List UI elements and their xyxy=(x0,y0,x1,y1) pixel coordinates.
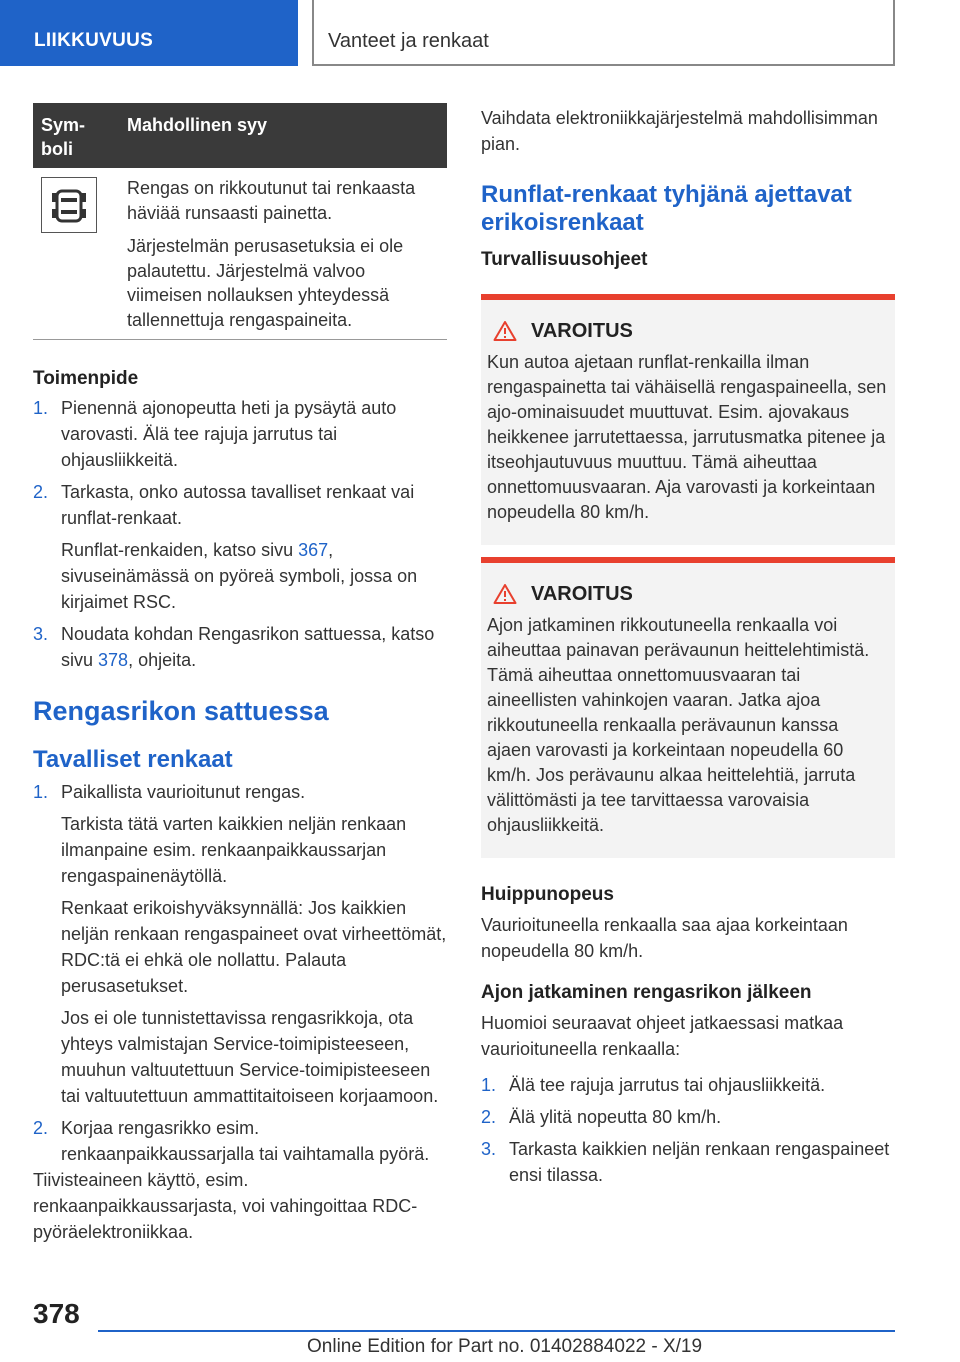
step-text-2b: , sivuseinämässä on pyöreä symboli, jossa on kirjaimet RSC. xyxy=(61,540,418,612)
table-row xyxy=(33,168,447,340)
list-item xyxy=(33,1115,447,1167)
step-number: 2. xyxy=(481,1107,497,1127)
rengasrikko-title: Rengasrikon sattuessa xyxy=(33,696,329,726)
step-number: 2. xyxy=(33,482,49,502)
step-text: Korjaa rengasrikko esim. renkaanpaikkaussarjalla tai vaihtamalla pyörä. xyxy=(61,1118,430,1164)
warning-title xyxy=(487,318,887,344)
cause-text xyxy=(127,176,443,341)
step-number: 1. xyxy=(33,398,49,418)
step-text-2a: Runflat-renkaiden, katso sivu xyxy=(61,540,299,560)
step-number: 1. xyxy=(481,1075,497,1095)
page-number: 378 xyxy=(33,1298,80,1329)
step-para-4: Jos ei ole tunnistettavissa rengasrikkoja, ota yhteys valmistajan Service-toimipisteeseen, muuhun valtuutettuun Service-toimipisteeseen tai valtuutettuun ammattitaitoiseen korjaamoon. xyxy=(61,1008,439,1106)
intro-text: Vaihdata elektroniikkajärjestelmä mahdollisimman pian. xyxy=(481,108,878,154)
list-item xyxy=(33,395,447,473)
section-tab[interactable] xyxy=(0,0,298,66)
tavalliset-subtitle: Tavalliset renkaat xyxy=(33,746,233,773)
col-cause-header: Mahdollinen syy xyxy=(127,115,268,135)
step-text: Tarkasta kaikkien neljän renkaan rengaspaineet ensi tilassa. xyxy=(509,1139,890,1185)
list-item xyxy=(481,1136,895,1188)
step-text-b: , ohjeita. xyxy=(128,650,197,670)
continue-text: Huomioi seuraavat ohjeet jatkaessasi matkaa vaurioituneella renkaalla: xyxy=(481,1013,844,1059)
step-number: 1. xyxy=(33,782,49,802)
footer-divider xyxy=(98,1330,895,1332)
warning-text: Kun autoa ajetaan runflat-renkailla ilman rengaspainetta tai vähäisellä rengaspaineella, sen ajo-ominaisuudet muuttuvat. Esim. ajovakaus heikkenee jarrutettaessa, jarrutusmatka pitenee ja itseohjautuvuus muuttuu. Tämä aiheuttaa onnettomuusvaaran. Aja varovasti ja korkeintaan nopeudella 80 km/h. xyxy=(487,352,887,522)
toimenpide-steps xyxy=(33,395,447,673)
step-para-3: Renkaat erikoishyväksynnällä: Jos kaikkien neljän renkaan rengaspaineet ovat virheettömät, RDC:tä ei ehkä ole nollattu. Palauta perusasetukset. xyxy=(61,898,447,996)
edition-text: Online Edition for Part no. 01402884022 - X/19 xyxy=(307,1336,703,1357)
warning-label: VAROITUS xyxy=(531,320,633,342)
cause-para-1: Rengas on rikkoutunut tai renkaasta häviää runsaasti painetta. xyxy=(127,178,416,223)
left-column xyxy=(33,103,447,1245)
col-symbol-header: Sym- boli xyxy=(41,115,86,159)
warning-box xyxy=(481,557,895,858)
step-text: Älä tee rajuja jarrutus tai ohjausliikkeitä. xyxy=(509,1075,826,1095)
safety-title: Turvallisuusohjeet xyxy=(481,249,648,270)
step-para-2: Tarkista tätä varten kaikkien neljän renkaan ilmanpaine esim. renkaanpaikkaussarjan rengaspainenäytöllä. xyxy=(61,814,407,886)
warning-triangle-icon xyxy=(493,583,517,605)
warning-box xyxy=(481,294,895,545)
step-text-a: Noudata kohdan Rengasrikon sattuessa, katso sivu xyxy=(61,624,435,670)
rengasrikko-section xyxy=(33,695,447,1245)
step-number: 3. xyxy=(33,624,49,644)
list-item xyxy=(33,779,447,1109)
list-item xyxy=(33,479,447,615)
step-text: Pienennä ajonopeutta heti ja pysäytä auto varovasti. Älä tee rajuja jarrutus tai ohjausliikkeitä. xyxy=(61,398,397,470)
step-text xyxy=(61,621,447,673)
top-speed-text: Vaurioituneella renkaalla saa ajaa korkeintaan nopeudella 80 km/h. xyxy=(481,915,848,961)
step-text: Paikallista vaurioitunut rengas. xyxy=(61,782,306,802)
top-speed-title: Huippunopeus xyxy=(481,884,614,905)
rengasrikko-steps xyxy=(33,779,447,1167)
toimenpide-section xyxy=(33,366,447,673)
symbol-table xyxy=(33,103,447,340)
step-text: Tarkasta, onko autossa tavalliset renkaat vai runflat-renkaat. xyxy=(61,482,415,528)
page-link-378[interactable]: 378 xyxy=(98,650,129,670)
continue-title: Ajon jatkaminen rengasrikon jälkeen xyxy=(481,982,812,1003)
step-number: 2. xyxy=(33,1118,49,1138)
list-item xyxy=(481,1104,895,1130)
step-text-2 xyxy=(61,537,447,615)
toimenpide-title: Toimenpide xyxy=(33,368,139,389)
symbol-table-header xyxy=(33,103,447,168)
right-column xyxy=(481,103,895,1194)
continue-steps xyxy=(481,1072,895,1188)
step-text: Älä ylitä nopeutta 80 km/h. xyxy=(509,1107,722,1127)
warning-title xyxy=(487,581,887,607)
list-item xyxy=(33,621,447,673)
sealant-note: Tiivisteaineen käyttö, esim. renkaanpaikkaussarjasta, voi vahingoittaa RDC-pyöräelektroniikkaa. xyxy=(33,1170,418,1242)
cause-para-2: Järjestelmän perusasetuksia ei ole palautettu. Järjestelmä valvoo viimeisen nollauksen yhteydessä tallennettuja rengaspaineita. xyxy=(127,236,404,330)
chapter-header xyxy=(312,0,895,66)
section-label: LIIKKUVUUS xyxy=(34,30,154,51)
page-link-367[interactable]: 367 xyxy=(298,540,329,560)
warning-triangle-icon xyxy=(493,320,517,342)
warning-label: VAROITUS xyxy=(531,583,633,605)
step-number: 3. xyxy=(481,1139,497,1159)
chapter-title: Vanteet ja renkaat xyxy=(328,30,489,52)
list-item xyxy=(481,1072,895,1098)
tire-pressure-warning-icon xyxy=(41,177,97,233)
warning-text: Ajon jatkaminen rikkoutuneella renkaalla voi aiheuttaa painavan perävaunun heittelehtimistä. Tämä aiheuttaa onnettomuusvaaran tai aineellisten vahinkojen vaaran. Jatka ajoa rikkoutuneella renkaalla perävaunun kanssa ajaen varovasti ja korkeintaan nopeudella 60 km/h. Jos perävaunu alkaa heittelehtiä, jarruta välittömästi ja tee tarvittaessa varovaisia ohjausliikkeitä. xyxy=(487,615,870,835)
runflat-title: Runflat-renkaat tyhjänä ajettavat erikoisrenkaat xyxy=(481,181,852,236)
